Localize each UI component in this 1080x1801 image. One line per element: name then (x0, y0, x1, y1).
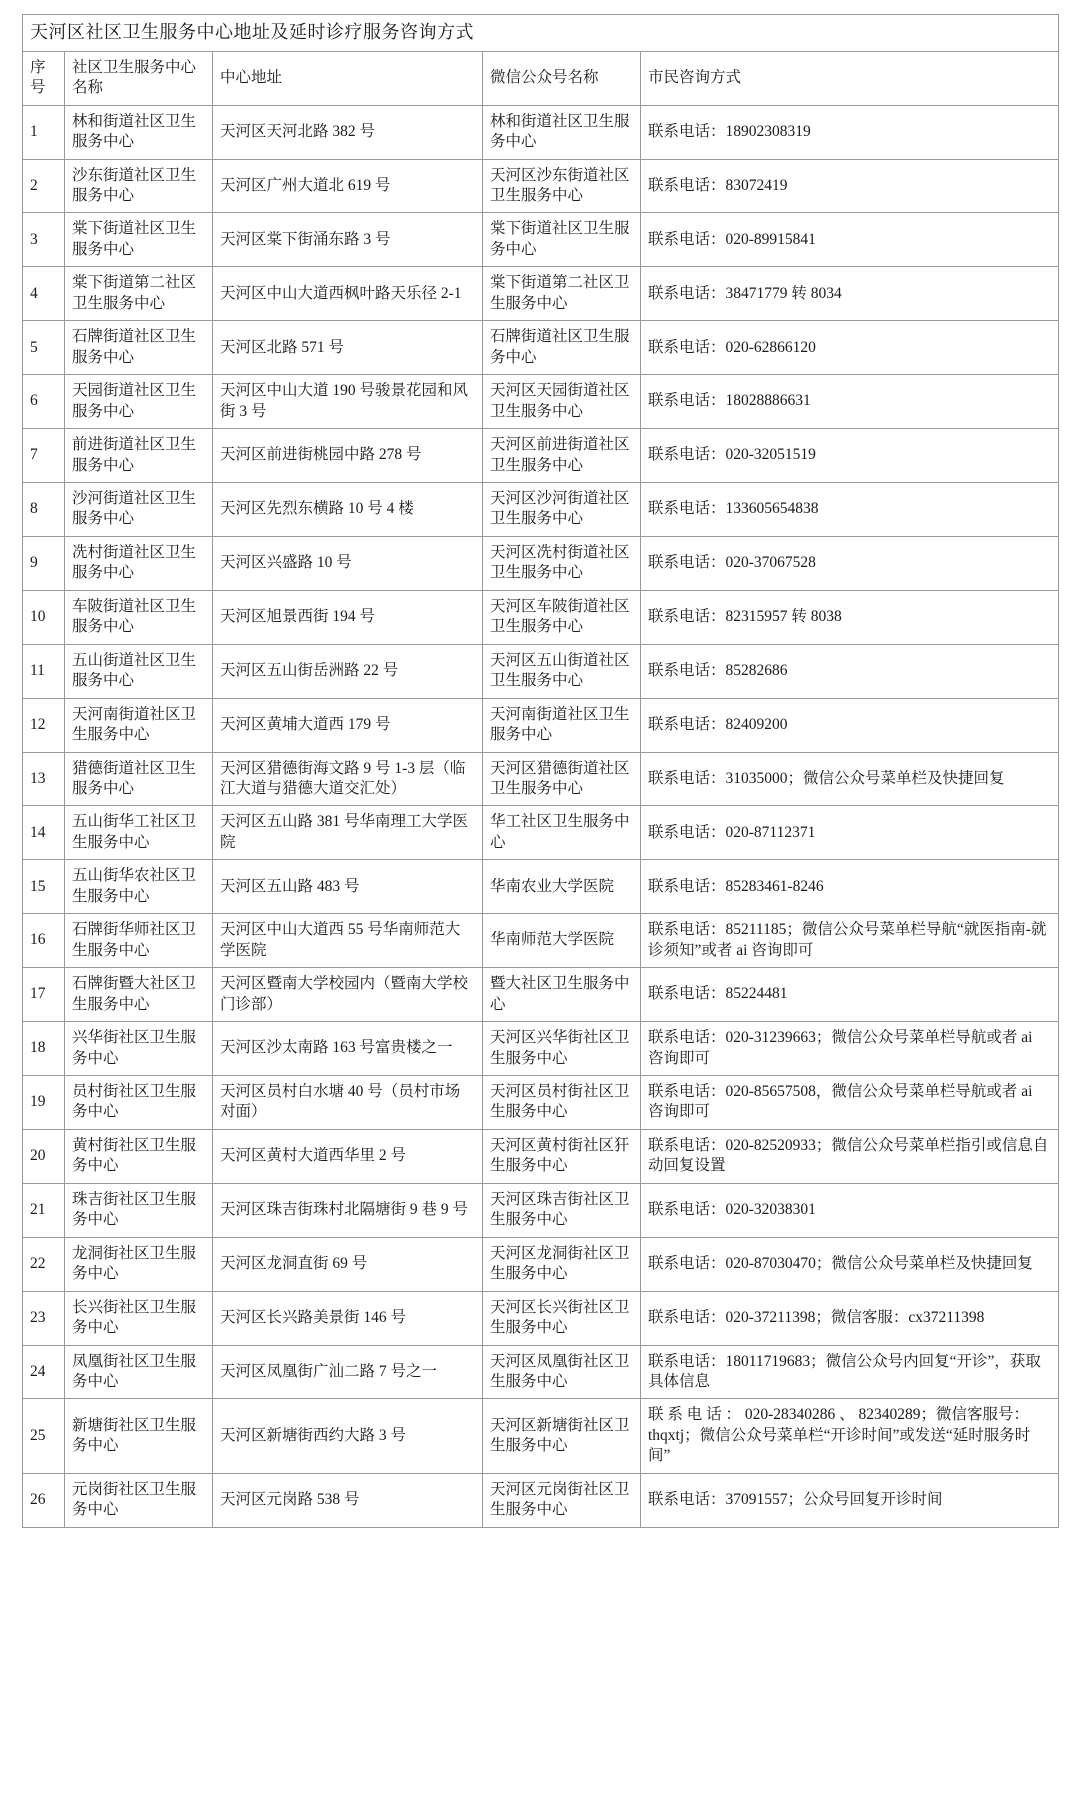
row-contact: 联系电话：18028886631 (641, 375, 1059, 429)
column-header-index: 序号 (23, 51, 65, 105)
row-center-name: 石牌街华师社区卫生服务中心 (65, 914, 213, 968)
row-contact: 联系电话：020-31239663；微信公众号菜单栏导航或者 ai 咨询即可 (641, 1022, 1059, 1076)
table-row (23, 644, 1059, 698)
table-row (23, 267, 1059, 321)
row-wechat: 石牌街道社区卫生服务中心 (483, 321, 641, 375)
row-center-name: 前进街道社区卫生服务中心 (65, 429, 213, 483)
table-row (23, 536, 1059, 590)
row-address: 天河区兴盛路 10 号 (213, 536, 483, 590)
row-address: 天河区中山大道 190 号骏景花园和风街 3 号 (213, 375, 483, 429)
row-contact: 联系电话：18902308319 (641, 105, 1059, 159)
column-header-center-name: 社区卫生服务中心名称 (65, 51, 213, 105)
row-contact: 联系电话：133605654838 (641, 483, 1059, 537)
row-center-name: 天园街道社区卫生服务中心 (65, 375, 213, 429)
table-body (23, 15, 1059, 1528)
row-address: 天河区北路 571 号 (213, 321, 483, 375)
row-wechat: 天河区新塘街社区卫生服务中心 (483, 1399, 641, 1473)
row-wechat: 天河南街道社区卫生服务中心 (483, 698, 641, 752)
table-row (23, 213, 1059, 267)
row-wechat: 棠下街道第二社区卫生服务中心 (483, 267, 641, 321)
row-index: 2 (23, 159, 65, 213)
table-row (23, 375, 1059, 429)
row-index: 20 (23, 1129, 65, 1183)
row-center-name: 冼村街道社区卫生服务中心 (65, 536, 213, 590)
row-contact: 联系电话：020-32038301 (641, 1183, 1059, 1237)
row-index: 22 (23, 1237, 65, 1291)
row-wechat: 暨大社区卫生服务中心 (483, 968, 641, 1022)
row-address: 天河区广州大道北 619 号 (213, 159, 483, 213)
row-index: 9 (23, 536, 65, 590)
row-contact: 联系电话：020-82520933；微信公众号菜单栏指引或信息自动回复设置 (641, 1129, 1059, 1183)
table-header-row (23, 51, 1059, 105)
row-contact: 联系电话：85283461-8246 (641, 860, 1059, 914)
row-address: 天河区旭景西街 194 号 (213, 590, 483, 644)
document-title: 天河区社区卫生服务中心地址及延时诊疗服务咨询方式 (23, 15, 1059, 52)
row-center-name: 员村街社区卫生服务中心 (65, 1075, 213, 1129)
row-index: 7 (23, 429, 65, 483)
row-index: 10 (23, 590, 65, 644)
row-address: 天河区珠吉街珠村北隔塘街 9 巷 9 号 (213, 1183, 483, 1237)
row-address: 天河区员村白水塘 40 号（员村市场对面） (213, 1075, 483, 1129)
row-center-name: 沙河街道社区卫生服务中心 (65, 483, 213, 537)
row-center-name: 五山街道社区卫生服务中心 (65, 644, 213, 698)
row-index: 19 (23, 1075, 65, 1129)
table-row (23, 1129, 1059, 1183)
column-header-address: 中心地址 (213, 51, 483, 105)
row-center-name: 珠吉街社区卫生服务中心 (65, 1183, 213, 1237)
row-wechat: 天河区车陂街道社区卫生服务中心 (483, 590, 641, 644)
row-address: 天河区黄埔大道西 179 号 (213, 698, 483, 752)
row-contact: 联系电话：020-87112371 (641, 806, 1059, 860)
row-address: 天河区五山路 483 号 (213, 860, 483, 914)
row-wechat: 天河区猎德街道社区卫生服务中心 (483, 752, 641, 806)
row-center-name: 棠下街道社区卫生服务中心 (65, 213, 213, 267)
row-center-name: 石牌街道社区卫生服务中心 (65, 321, 213, 375)
row-wechat: 天河区元岗街社区卫生服务中心 (483, 1473, 641, 1527)
table-row (23, 1473, 1059, 1527)
row-index: 11 (23, 644, 65, 698)
row-address: 天河区龙洞直街 69 号 (213, 1237, 483, 1291)
row-wechat: 天河区前进街道社区卫生服务中心 (483, 429, 641, 483)
row-index: 13 (23, 752, 65, 806)
row-contact: 联系电话：82315957 转 8038 (641, 590, 1059, 644)
table-row (23, 1345, 1059, 1399)
row-center-name: 龙洞街社区卫生服务中心 (65, 1237, 213, 1291)
row-contact: 联系电话：020-37067528 (641, 536, 1059, 590)
row-address: 天河区长兴路美景街 146 号 (213, 1291, 483, 1345)
row-center-name: 新塘街社区卫生服务中心 (65, 1399, 213, 1473)
table-row (23, 1399, 1059, 1473)
table-row (23, 1183, 1059, 1237)
row-wechat: 天河区沙东街道社区卫生服务中心 (483, 159, 641, 213)
row-wechat: 林和街道社区卫生服务中心 (483, 105, 641, 159)
table-row (23, 968, 1059, 1022)
row-contact: 联系电话：020-62866120 (641, 321, 1059, 375)
row-wechat: 天河区长兴街社区卫生服务中心 (483, 1291, 641, 1345)
row-center-name: 车陂街道社区卫生服务中心 (65, 590, 213, 644)
table-row (23, 1237, 1059, 1291)
row-wechat: 天河区五山街道社区卫生服务中心 (483, 644, 641, 698)
row-index: 24 (23, 1345, 65, 1399)
row-contact: 联系电话：020-32051519 (641, 429, 1059, 483)
row-address: 天河区黄村大道西华里 2 号 (213, 1129, 483, 1183)
row-index: 3 (23, 213, 65, 267)
row-center-name: 猎德街道社区卫生服务中心 (65, 752, 213, 806)
row-center-name: 五山街华工社区卫生服务中心 (65, 806, 213, 860)
row-address: 天河区五山路 381 号华南理工大学医院 (213, 806, 483, 860)
row-wechat: 华南师范大学医院 (483, 914, 641, 968)
row-index: 16 (23, 914, 65, 968)
row-address: 天河区先烈东横路 10 号 4 楼 (213, 483, 483, 537)
row-wechat: 天河区珠吉街社区卫生服务中心 (483, 1183, 641, 1237)
table-row (23, 429, 1059, 483)
row-wechat: 棠下街道社区卫生服务中心 (483, 213, 641, 267)
row-address: 天河区中山大道西 55 号华南师范大学医院 (213, 914, 483, 968)
row-index: 17 (23, 968, 65, 1022)
clinic-table (22, 14, 1059, 1528)
row-wechat: 华南农业大学医院 (483, 860, 641, 914)
row-address: 天河区五山街岳洲路 22 号 (213, 644, 483, 698)
row-index: 18 (23, 1022, 65, 1076)
row-contact: 联系电话：37091557；公众号回复开诊时间 (641, 1473, 1059, 1527)
row-wechat: 天河区沙河街道社区卫生服务中心 (483, 483, 641, 537)
row-address: 天河区前进街桃园中路 278 号 (213, 429, 483, 483)
row-index: 5 (23, 321, 65, 375)
row-contact: 联系电话：85211185；微信公众号菜单栏导航“就医指南-就诊须知”或者 ai 咨询即可 (641, 914, 1059, 968)
row-index: 21 (23, 1183, 65, 1237)
row-center-name: 元岗街社区卫生服务中心 (65, 1473, 213, 1527)
row-address: 天河区猎德街海文路 9 号 1-3 层（临江大道与猎德大道交汇处） (213, 752, 483, 806)
column-header-contact: 市民咨询方式 (641, 51, 1059, 105)
table-row (23, 698, 1059, 752)
row-address: 天河区天河北路 382 号 (213, 105, 483, 159)
table-row (23, 321, 1059, 375)
row-contact: 联系电话：82409200 (641, 698, 1059, 752)
row-wechat: 华工社区卫生服务中心 (483, 806, 641, 860)
row-center-name: 黄村街社区卫生服务中心 (65, 1129, 213, 1183)
table-row (23, 590, 1059, 644)
row-address: 天河区新塘街西约大路 3 号 (213, 1399, 483, 1473)
row-center-name: 沙东街道社区卫生服务中心 (65, 159, 213, 213)
row-wechat: 天河区员村街社区卫生服务中心 (483, 1075, 641, 1129)
row-contact: 联系电话：85224481 (641, 968, 1059, 1022)
row-address: 天河区凤凰街广汕二路 7 号之一 (213, 1345, 483, 1399)
row-index: 1 (23, 105, 65, 159)
row-center-name: 天河南街道社区卫生服务中心 (65, 698, 213, 752)
row-wechat: 天河区天园街道社区卫生服务中心 (483, 375, 641, 429)
row-address: 天河区暨南大学校园内（暨南大学校门诊部） (213, 968, 483, 1022)
row-address: 天河区元岗路 538 号 (213, 1473, 483, 1527)
row-center-name: 兴华街社区卫生服务中心 (65, 1022, 213, 1076)
table-row (23, 860, 1059, 914)
row-index: 4 (23, 267, 65, 321)
table-row (23, 105, 1059, 159)
row-contact: 联系电话：85282686 (641, 644, 1059, 698)
row-center-name: 棠下街道第二社区卫生服务中心 (65, 267, 213, 321)
table-row (23, 159, 1059, 213)
row-contact: 联系电话：38471779 转 8034 (641, 267, 1059, 321)
row-center-name: 长兴街社区卫生服务中心 (65, 1291, 213, 1345)
row-contact: 联系电话：31035000；微信公众号菜单栏及快捷回复 (641, 752, 1059, 806)
row-center-name: 林和街道社区卫生服务中心 (65, 105, 213, 159)
row-contact: 联系电话：18011719683；微信公众号内回复“开诊”，获取具体信息 (641, 1345, 1059, 1399)
row-index: 15 (23, 860, 65, 914)
row-contact: 联系电话：020-87030470；微信公众号菜单栏及快捷回复 (641, 1237, 1059, 1291)
row-wechat: 天河区凤凰街社区卫生服务中心 (483, 1345, 641, 1399)
row-contact: 联系电话：020-37211398；微信客服：cx37211398 (641, 1291, 1059, 1345)
row-contact: 联系电话：83072419 (641, 159, 1059, 213)
row-index: 23 (23, 1291, 65, 1345)
row-address: 天河区棠下街涌东路 3 号 (213, 213, 483, 267)
row-index: 8 (23, 483, 65, 537)
table-row (23, 752, 1059, 806)
row-center-name: 五山街华农社区卫生服务中心 (65, 860, 213, 914)
row-index: 14 (23, 806, 65, 860)
row-index: 6 (23, 375, 65, 429)
row-wechat: 天河区兴华街社区卫生服务中心 (483, 1022, 641, 1076)
table-row (23, 914, 1059, 968)
row-address: 天河区沙太南路 163 号富贵楼之一 (213, 1022, 483, 1076)
table-title-row (23, 15, 1059, 52)
table-row (23, 1022, 1059, 1076)
row-wechat: 天河区冼村街道社区卫生服务中心 (483, 536, 641, 590)
row-wechat: 天河区龙洞街社区卫生服务中心 (483, 1237, 641, 1291)
table-row (23, 483, 1059, 537)
row-wechat: 天河区黄村街社区犴生服务中心 (483, 1129, 641, 1183)
row-center-name: 石牌街暨大社区卫生服务中心 (65, 968, 213, 1022)
row-index: 26 (23, 1473, 65, 1527)
row-index: 25 (23, 1399, 65, 1473)
table-row (23, 806, 1059, 860)
column-header-wechat: 微信公众号名称 (483, 51, 641, 105)
row-contact: 联系电话：020-85657508，微信公众号菜单栏导航或者 ai 咨询即可 (641, 1075, 1059, 1129)
row-contact: 联系电话：020-89915841 (641, 213, 1059, 267)
row-center-name: 凤凰街社区卫生服务中心 (65, 1345, 213, 1399)
row-index: 12 (23, 698, 65, 752)
table-row (23, 1075, 1059, 1129)
row-address: 天河区中山大道西枫叶路天乐径 2-1 (213, 267, 483, 321)
table-row (23, 1291, 1059, 1345)
row-contact: 联 系 电 话 ： 020-28340286 、 82340289；微信客服号：thqxtj；微信公众号菜单栏“开诊时间”或发送“延时服务时间” (641, 1399, 1059, 1473)
